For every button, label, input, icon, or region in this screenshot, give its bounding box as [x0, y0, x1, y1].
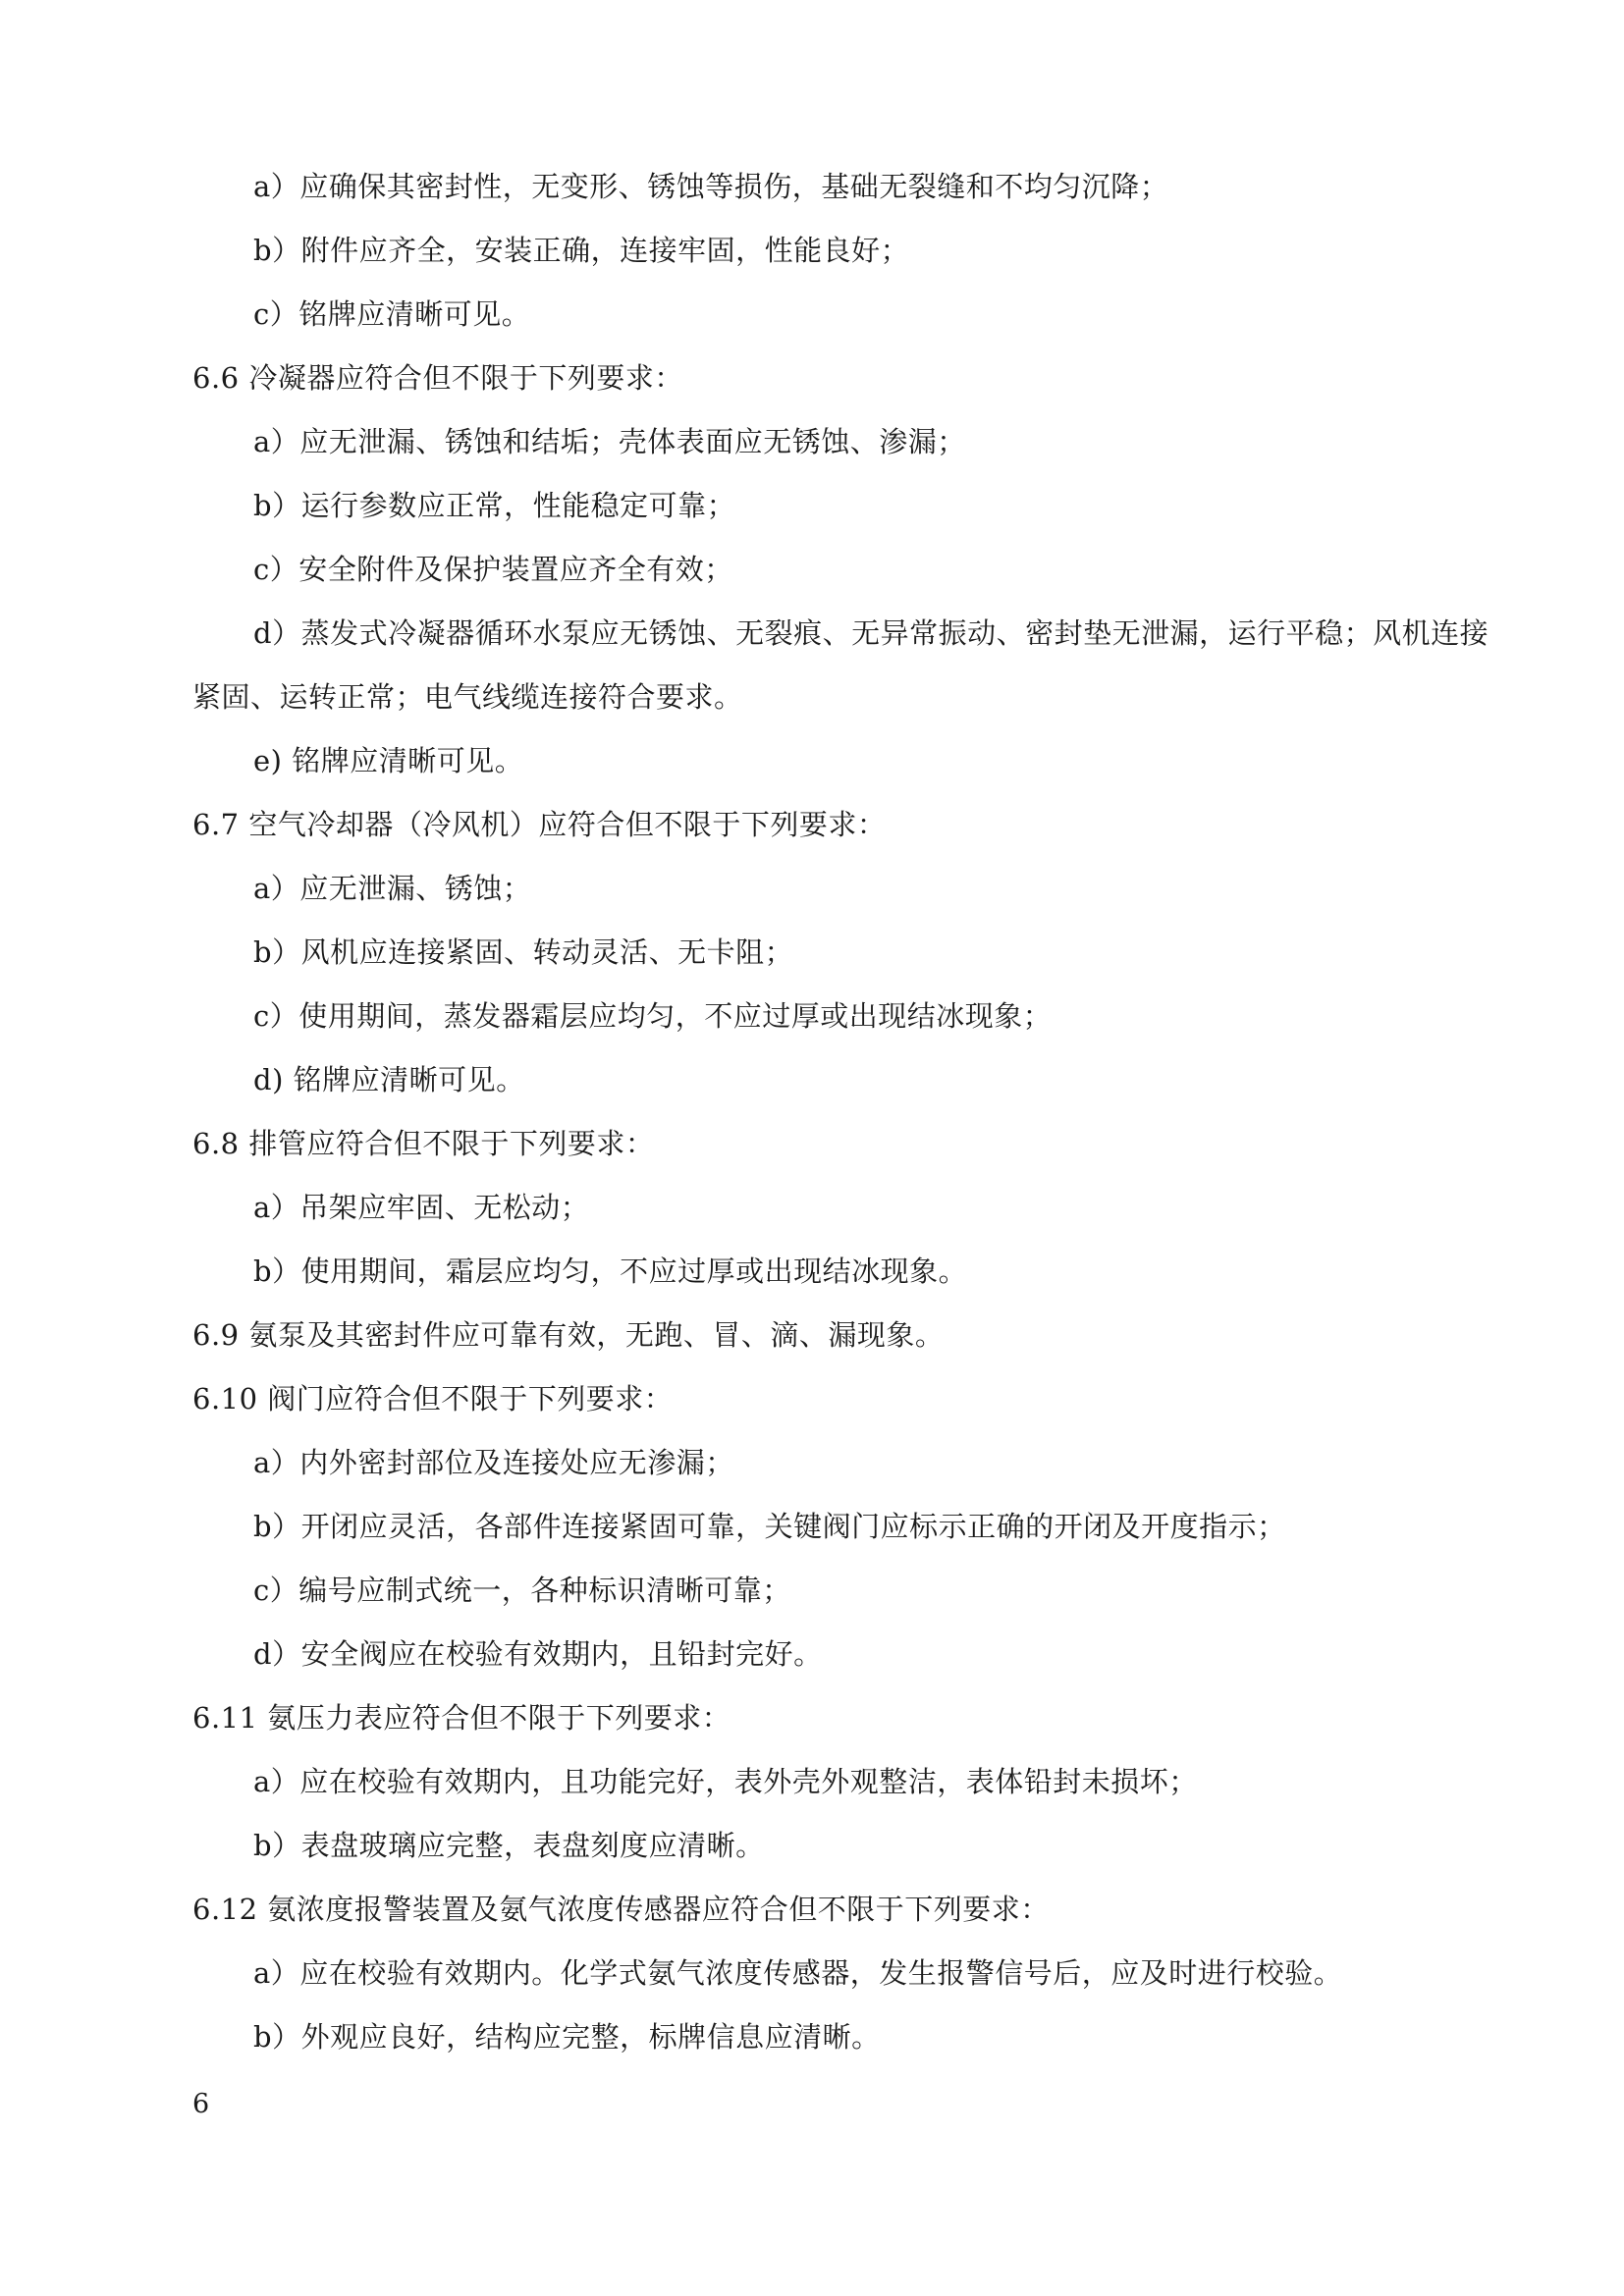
section-heading: 6.10 阀门应符合但不限于下列要求： [192, 1382, 674, 1415]
list-item: a）吊架应牢固、无松动； [253, 1191, 590, 1224]
list-item: a）内外密封部位及连接处应无渗漏； [253, 1446, 734, 1479]
list-item: a）应无泄漏、锈蚀； [253, 872, 532, 905]
list-item-continuation: 紧固、运转正常；电气线缆连接符合要求。 [192, 680, 743, 714]
page-number: 6 [192, 2089, 210, 2119]
list-item: c）铭牌应清晰可见。 [253, 297, 531, 331]
list-item: b）外观应良好，结构应完整，标牌信息应清晰。 [253, 2020, 881, 2054]
list-item: c）编号应制式统一，各种标识清晰可靠； [253, 1574, 791, 1607]
list-item: d）安全阀应在校验有效期内，且铅封完好。 [253, 1637, 823, 1671]
list-item: a）应无泄漏、锈蚀和结垢；壳体表面应无锈蚀、渗漏； [253, 425, 966, 458]
section-heading: 6.12 氨浓度报警装置及氨气浓度传感器应符合但不限于下列要求： [192, 1893, 1050, 1926]
list-item: a）应在校验有效期内，且功能完好，表外壳外观整洁，表体铅封未损坏； [253, 1765, 1198, 1798]
list-item: a）应在校验有效期内。化学式氨气浓度传感器，发生报警信号后，应及时进行校验。 [253, 1956, 1343, 1990]
list-item: b）开闭应灵活，各部件连接紧固可靠，关键阀门应标示正确的开闭及开度指示； [253, 1510, 1286, 1543]
list-item: a）应确保其密封性，无变形、锈蚀等损伤，基础无裂缝和不均匀沉降； [253, 170, 1169, 203]
section-heading: 6.6 冷凝器应符合但不限于下列要求： [192, 361, 683, 395]
list-item: b）运行参数应正常，性能稳定可靠； [253, 489, 736, 522]
list-item: e) 铭牌应清晰可见。 [253, 744, 524, 777]
list-item: c）安全附件及保护装置应齐全有效； [253, 553, 733, 586]
section-heading: 6.11 氨压力表应符合但不限于下列要求： [192, 1701, 731, 1735]
list-item: d）蒸发式冷凝器循环水泵应无锈蚀、无裂痕、无异常振动、密封垫无泄漏，运行平稳；风机连接 [253, 616, 1489, 650]
list-item: b）表盘玻璃应完整，表盘刻度应清晰。 [253, 1829, 765, 1862]
list-item: c）使用期间，蒸发器霜层应均匀，不应过厚或出现结冰现象； [253, 999, 1053, 1033]
section-heading: 6.9 氨泵及其密封件应可靠有效，无跑、冒、滴、漏现象。 [192, 1318, 945, 1352]
section-heading: 6.7 空气冷却器（冷风机）应符合但不限于下列要求： [192, 808, 887, 841]
list-item: b）附件应齐全，安装正确，连接牢固，性能良好； [253, 234, 910, 267]
section-heading: 6.8 排管应符合但不限于下列要求： [192, 1127, 655, 1160]
list-item: b）风机应连接紧固、转动灵活、无卡阻； [253, 935, 794, 969]
list-item: d) 铭牌应清晰可见。 [253, 1063, 525, 1096]
list-item: b）使用期间，霜层应均匀，不应过厚或出现结冰现象。 [253, 1255, 968, 1288]
